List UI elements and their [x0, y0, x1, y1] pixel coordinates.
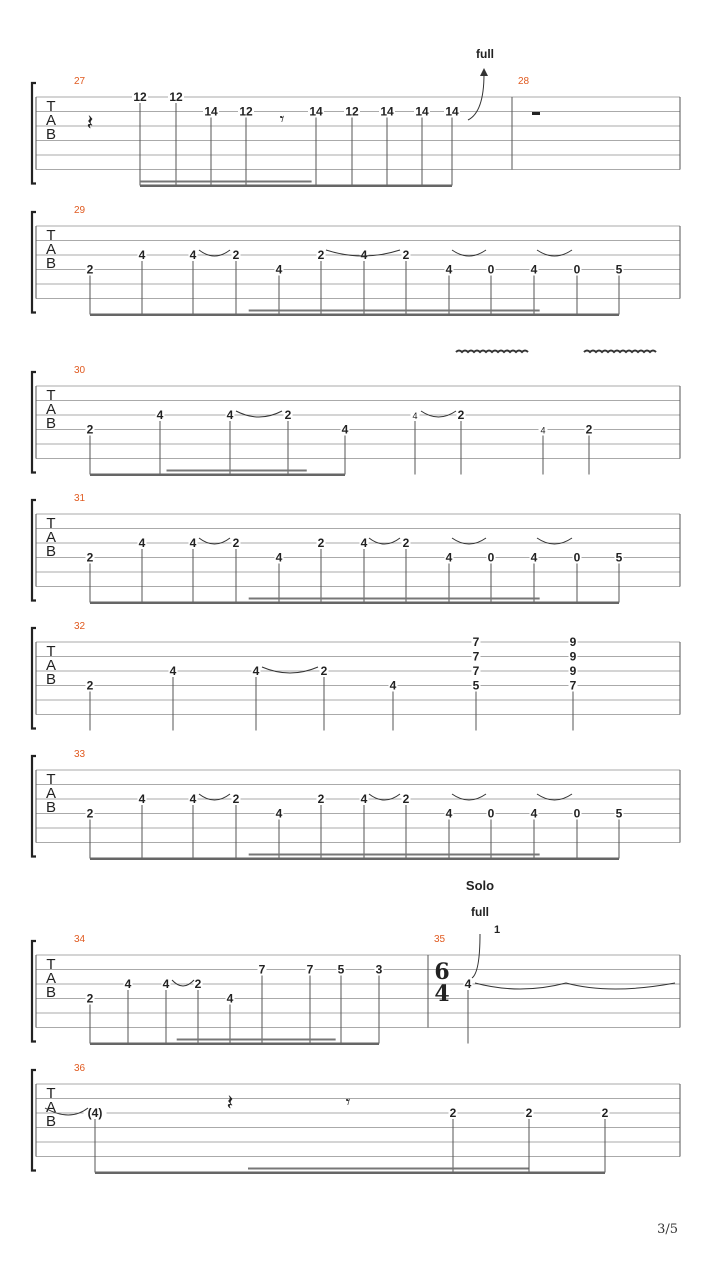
vibrato-mark: [456, 351, 528, 353]
fret-number: 2: [317, 536, 325, 550]
fret-number: 5: [472, 678, 480, 693]
beam: [90, 314, 619, 317]
fret-number: 14: [204, 104, 218, 119]
fret-number: 2: [317, 792, 325, 806]
fret-number: 4: [464, 977, 472, 991]
bend-label: full: [476, 47, 494, 61]
fret-number: 2: [232, 248, 240, 262]
tie: [172, 980, 194, 986]
measure-number: 34: [74, 934, 86, 945]
tab-clef-letter: A: [45, 657, 57, 674]
fret-number: 2: [86, 262, 94, 277]
system-bracket: [32, 941, 36, 1042]
fret-number: (4): [87, 1106, 103, 1120]
tab-clef-letter: A: [45, 785, 57, 802]
tie: [236, 411, 282, 417]
fret-number: 5: [615, 550, 623, 565]
measure-number: 30: [74, 365, 86, 376]
tab-clef-letter: B: [45, 1113, 57, 1130]
fret-number: 4: [124, 977, 132, 991]
beam-secondary: [177, 1039, 336, 1041]
fret-number: 7: [569, 678, 577, 693]
tab-system: [32, 493, 680, 604]
fret-number: 5: [615, 806, 623, 821]
fret-number: 14: [380, 104, 394, 119]
fret-number: 2: [601, 1106, 609, 1120]
tab-clef-letter: A: [45, 401, 57, 418]
measure-number: 32: [74, 621, 86, 632]
tab-system: [32, 749, 680, 860]
time-signature-bottom: 4: [434, 981, 450, 1007]
measure-number: 27: [74, 76, 86, 87]
system-bracket: [32, 83, 36, 184]
tab-system: [32, 365, 680, 476]
fret-number: 7: [472, 649, 480, 664]
tab-clef-letter: T: [46, 227, 56, 244]
fret-number: 5: [337, 962, 345, 977]
tab-clef-letter: T: [46, 771, 56, 788]
fret-number: 14: [445, 104, 459, 119]
section-label: Solo: [465, 878, 495, 893]
fret-number: 0: [573, 550, 581, 565]
beam: [95, 1172, 605, 1175]
fret-number: 4: [275, 262, 283, 277]
fret-number: 4: [138, 792, 146, 806]
measure-number: 36: [74, 1063, 86, 1074]
fret-number: 7: [472, 664, 480, 678]
beam-secondary: [248, 1168, 529, 1170]
tab-clef-letter: A: [45, 529, 57, 546]
fret-number: 4: [275, 806, 283, 821]
system-bracket: [32, 1070, 36, 1171]
fret-number: 7: [306, 962, 314, 977]
fret-number: 2: [86, 991, 94, 1006]
measure-number: 31: [74, 493, 86, 504]
fret-number: 2: [232, 792, 240, 806]
fret-number: 4: [445, 550, 453, 565]
beam-secondary: [167, 470, 307, 472]
beam: [90, 602, 619, 605]
eighth-rest: 𝄾: [279, 109, 285, 129]
fret-number: 4: [360, 536, 368, 550]
tab-clef-letter: T: [46, 387, 56, 404]
fret-number: 7: [472, 635, 480, 649]
system-bracket: [32, 372, 36, 473]
beam-secondary: [249, 854, 540, 856]
fret-number: 0: [487, 806, 495, 821]
fret-number: 2: [402, 792, 410, 806]
fret-number: 4: [540, 425, 546, 436]
tab-clef-letter: B: [45, 671, 57, 688]
bend-arrow: [472, 934, 480, 978]
tie: [262, 667, 318, 673]
fret-number: 4: [389, 678, 397, 693]
fret-number: 2: [86, 678, 94, 693]
fret-number: 4: [412, 411, 418, 421]
bend-arrowhead: [480, 68, 488, 76]
tab-clef-letter: B: [45, 126, 57, 143]
bend-label: full: [471, 905, 489, 919]
fret-number: 12: [169, 90, 183, 104]
system-bracket: [32, 500, 36, 601]
tab-system: [32, 1063, 680, 1174]
tab-clef-letter: A: [45, 1099, 57, 1116]
fret-number: 7: [258, 962, 266, 977]
fret-number: 2: [194, 977, 202, 991]
fret-number: 12: [239, 104, 253, 119]
fret-number: 0: [487, 262, 495, 277]
fret-number: 4: [189, 248, 197, 262]
beam: [90, 858, 619, 861]
fret-number: 2: [525, 1106, 533, 1120]
tab-clef-letter: B: [45, 799, 57, 816]
fret-number: 12: [345, 104, 359, 119]
fret-number: 12: [133, 90, 147, 104]
tab-clef-letter: A: [45, 112, 57, 129]
fret-number: 4: [530, 806, 538, 821]
tab-system: [32, 47, 680, 187]
fret-number: 14: [309, 104, 323, 119]
time-signature-top: 6: [434, 959, 450, 985]
tab-system: [32, 621, 680, 731]
tab-system: [32, 878, 680, 1045]
fret-number: 4: [530, 550, 538, 565]
fret-number: 4: [445, 806, 453, 821]
tab-clef-letter: A: [45, 241, 57, 258]
system-bracket: [32, 756, 36, 857]
fret-number: 0: [573, 262, 581, 277]
fret-number: 2: [449, 1106, 457, 1120]
beam-secondary: [249, 310, 540, 312]
fret-number: 2: [457, 408, 465, 422]
fret-number: 4: [169, 664, 177, 678]
vibrato-mark: [584, 351, 656, 353]
fret-number: 4: [275, 550, 283, 565]
fret-number: 2: [585, 422, 593, 437]
page-number: 3/5: [657, 1222, 678, 1237]
fret-number: 2: [86, 806, 94, 821]
fret-number: 4: [156, 408, 164, 422]
system-bracket: [32, 628, 36, 729]
fret-number: 9: [569, 635, 577, 649]
tab-clef-letter: T: [46, 515, 56, 532]
beam: [90, 474, 345, 477]
fret-number: 2: [86, 550, 94, 565]
fret-number: 9: [569, 649, 577, 664]
fret-number: 4: [530, 262, 538, 277]
fret-number: 9: [569, 664, 577, 678]
measure-number: 28: [518, 76, 530, 87]
quarter-rest: 𝄽: [86, 110, 94, 135]
fret-number: 5: [615, 262, 623, 277]
fret-number: 4: [360, 248, 368, 262]
measure-number: 35: [434, 934, 446, 945]
beam-secondary: [140, 181, 312, 183]
fret-number: 0: [573, 806, 581, 821]
tab-clef-letter: B: [45, 543, 57, 560]
fret-number: 4: [226, 408, 234, 422]
tab-clef-letter: T: [46, 956, 56, 973]
system-bracket: [32, 212, 36, 313]
fret-number: 2: [232, 536, 240, 550]
fret-number: 4: [445, 262, 453, 277]
fret-number: 4: [226, 991, 234, 1006]
fret-number: 2: [317, 248, 325, 262]
fret-number: 4: [138, 536, 146, 550]
fret-number: 2: [284, 408, 292, 422]
fret-number: 4: [138, 248, 146, 262]
quarter-rest: 𝄽: [226, 1090, 234, 1115]
fret-number: 4: [189, 792, 197, 806]
fret-number: 2: [86, 422, 94, 437]
fret-number: 4: [360, 792, 368, 806]
tab-clef-letter: B: [45, 255, 57, 272]
measure-number: 29: [74, 205, 86, 216]
tab-system: [32, 205, 680, 316]
tab-clef-letter: B: [45, 984, 57, 1001]
fret-number: 3: [375, 962, 383, 977]
bend-amount: 1: [493, 924, 501, 936]
tab-clef-letter: A: [45, 970, 57, 987]
fret-number: 0: [487, 550, 495, 565]
tie: [421, 411, 456, 417]
fret-number: 4: [162, 977, 170, 991]
fret-number: 14: [415, 104, 429, 119]
fret-number: 4: [189, 536, 197, 550]
beam: [90, 1043, 379, 1046]
beam-secondary: [249, 598, 540, 600]
fret-number: 2: [320, 664, 328, 678]
half-rest: [532, 112, 540, 115]
eighth-rest: 𝄾: [345, 1092, 351, 1112]
beam: [140, 185, 452, 188]
tab-clef-letter: T: [46, 643, 56, 660]
tab-clef-letter: T: [46, 1085, 56, 1102]
fret-number: 4: [341, 422, 349, 437]
fret-number: 2: [402, 248, 410, 262]
measure-number: 33: [74, 749, 86, 760]
tab-clef-letter: T: [46, 98, 56, 115]
fret-number: 2: [402, 536, 410, 550]
fret-number: 4: [252, 664, 260, 678]
tab-clef-letter: B: [45, 415, 57, 432]
